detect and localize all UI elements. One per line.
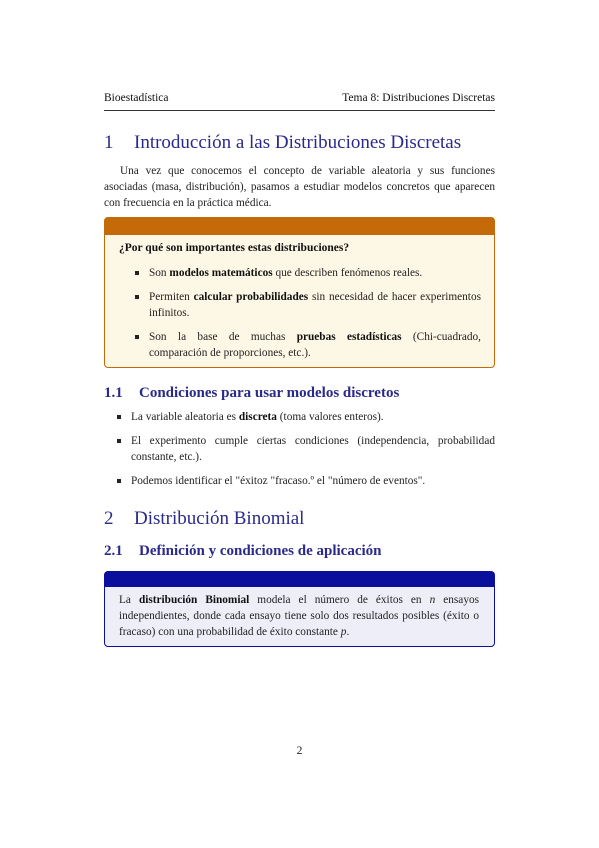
importance-box [104, 217, 495, 368]
intro-paragraph: Una vez que conocemos el concepto de variable aleatoria y sus funciones asociadas (masa, distribución), pasamos a estudiar modelos concretos que aparecen con frecuencia en la práctica médica. [104, 165, 495, 209]
list-item: El experimento cumple ciertas condiciones (independencia, probabilidad constante, etc.). [117, 433, 495, 465]
subsection-heading-2-1 [104, 543, 382, 560]
subsection-title: Definición y condiciones de aplicación [139, 543, 382, 559]
definition-text: La distribución Binomial modela el número de éxitos en n ensayos independientes, donde cada ensayo tiene solo dos resultados posibles (éxito o fracaso) con una probabilidad de éxito constante p. [119, 594, 480, 638]
section-title: Distribución Binomial [134, 508, 305, 529]
subsection-heading-1-1 [104, 385, 399, 402]
bullet-icon [117, 439, 121, 443]
importance-list [135, 265, 481, 369]
section-heading-2 [104, 508, 304, 530]
section-number: 2 [104, 508, 114, 529]
subsection-number: 1.1 [104, 385, 123, 401]
list-item: La variable aleatoria es discreta (toma valores enteros). [117, 409, 495, 425]
subsection-title: Condiciones para usar modelos discretos [139, 385, 400, 401]
box-title-bar [105, 572, 494, 587]
subsection-number: 2.1 [104, 543, 123, 559]
header-right: Tema 8: Distribuciones Discretas [342, 92, 495, 104]
definition-box [104, 571, 495, 647]
list-item: Son la base de muchas pruebas estadísticas (Chi-cuadrado, comparación de proporciones, etc.). [135, 329, 481, 361]
header-left: Bioestadística [104, 92, 169, 104]
bullet-icon [135, 335, 139, 339]
bullet-icon [135, 271, 139, 275]
section-number: 1 [104, 132, 114, 153]
bullet-icon [135, 295, 139, 299]
list-item: Permiten calcular probabilidades sin necesidad de hacer experimentos infinitos. [135, 289, 481, 321]
header-rule [104, 110, 495, 111]
box-title-bar [105, 218, 494, 235]
running-header [104, 92, 495, 108]
section-title: Introducción a las Distribuciones Discretas [134, 132, 462, 153]
conditions-list [117, 409, 495, 497]
list-item: Son modelos matemáticos que describen fenómenos reales. [135, 265, 481, 281]
bullet-icon [117, 479, 121, 483]
bullet-icon [117, 415, 121, 419]
page-number: 2 [296, 745, 303, 757]
section-heading-1 [104, 132, 461, 154]
list-item: Podemos identificar el "éxitoz "fracaso.º el "número de eventos". [117, 473, 495, 489]
box-title: ¿Por qué son importantes estas distribuciones? [119, 242, 350, 254]
